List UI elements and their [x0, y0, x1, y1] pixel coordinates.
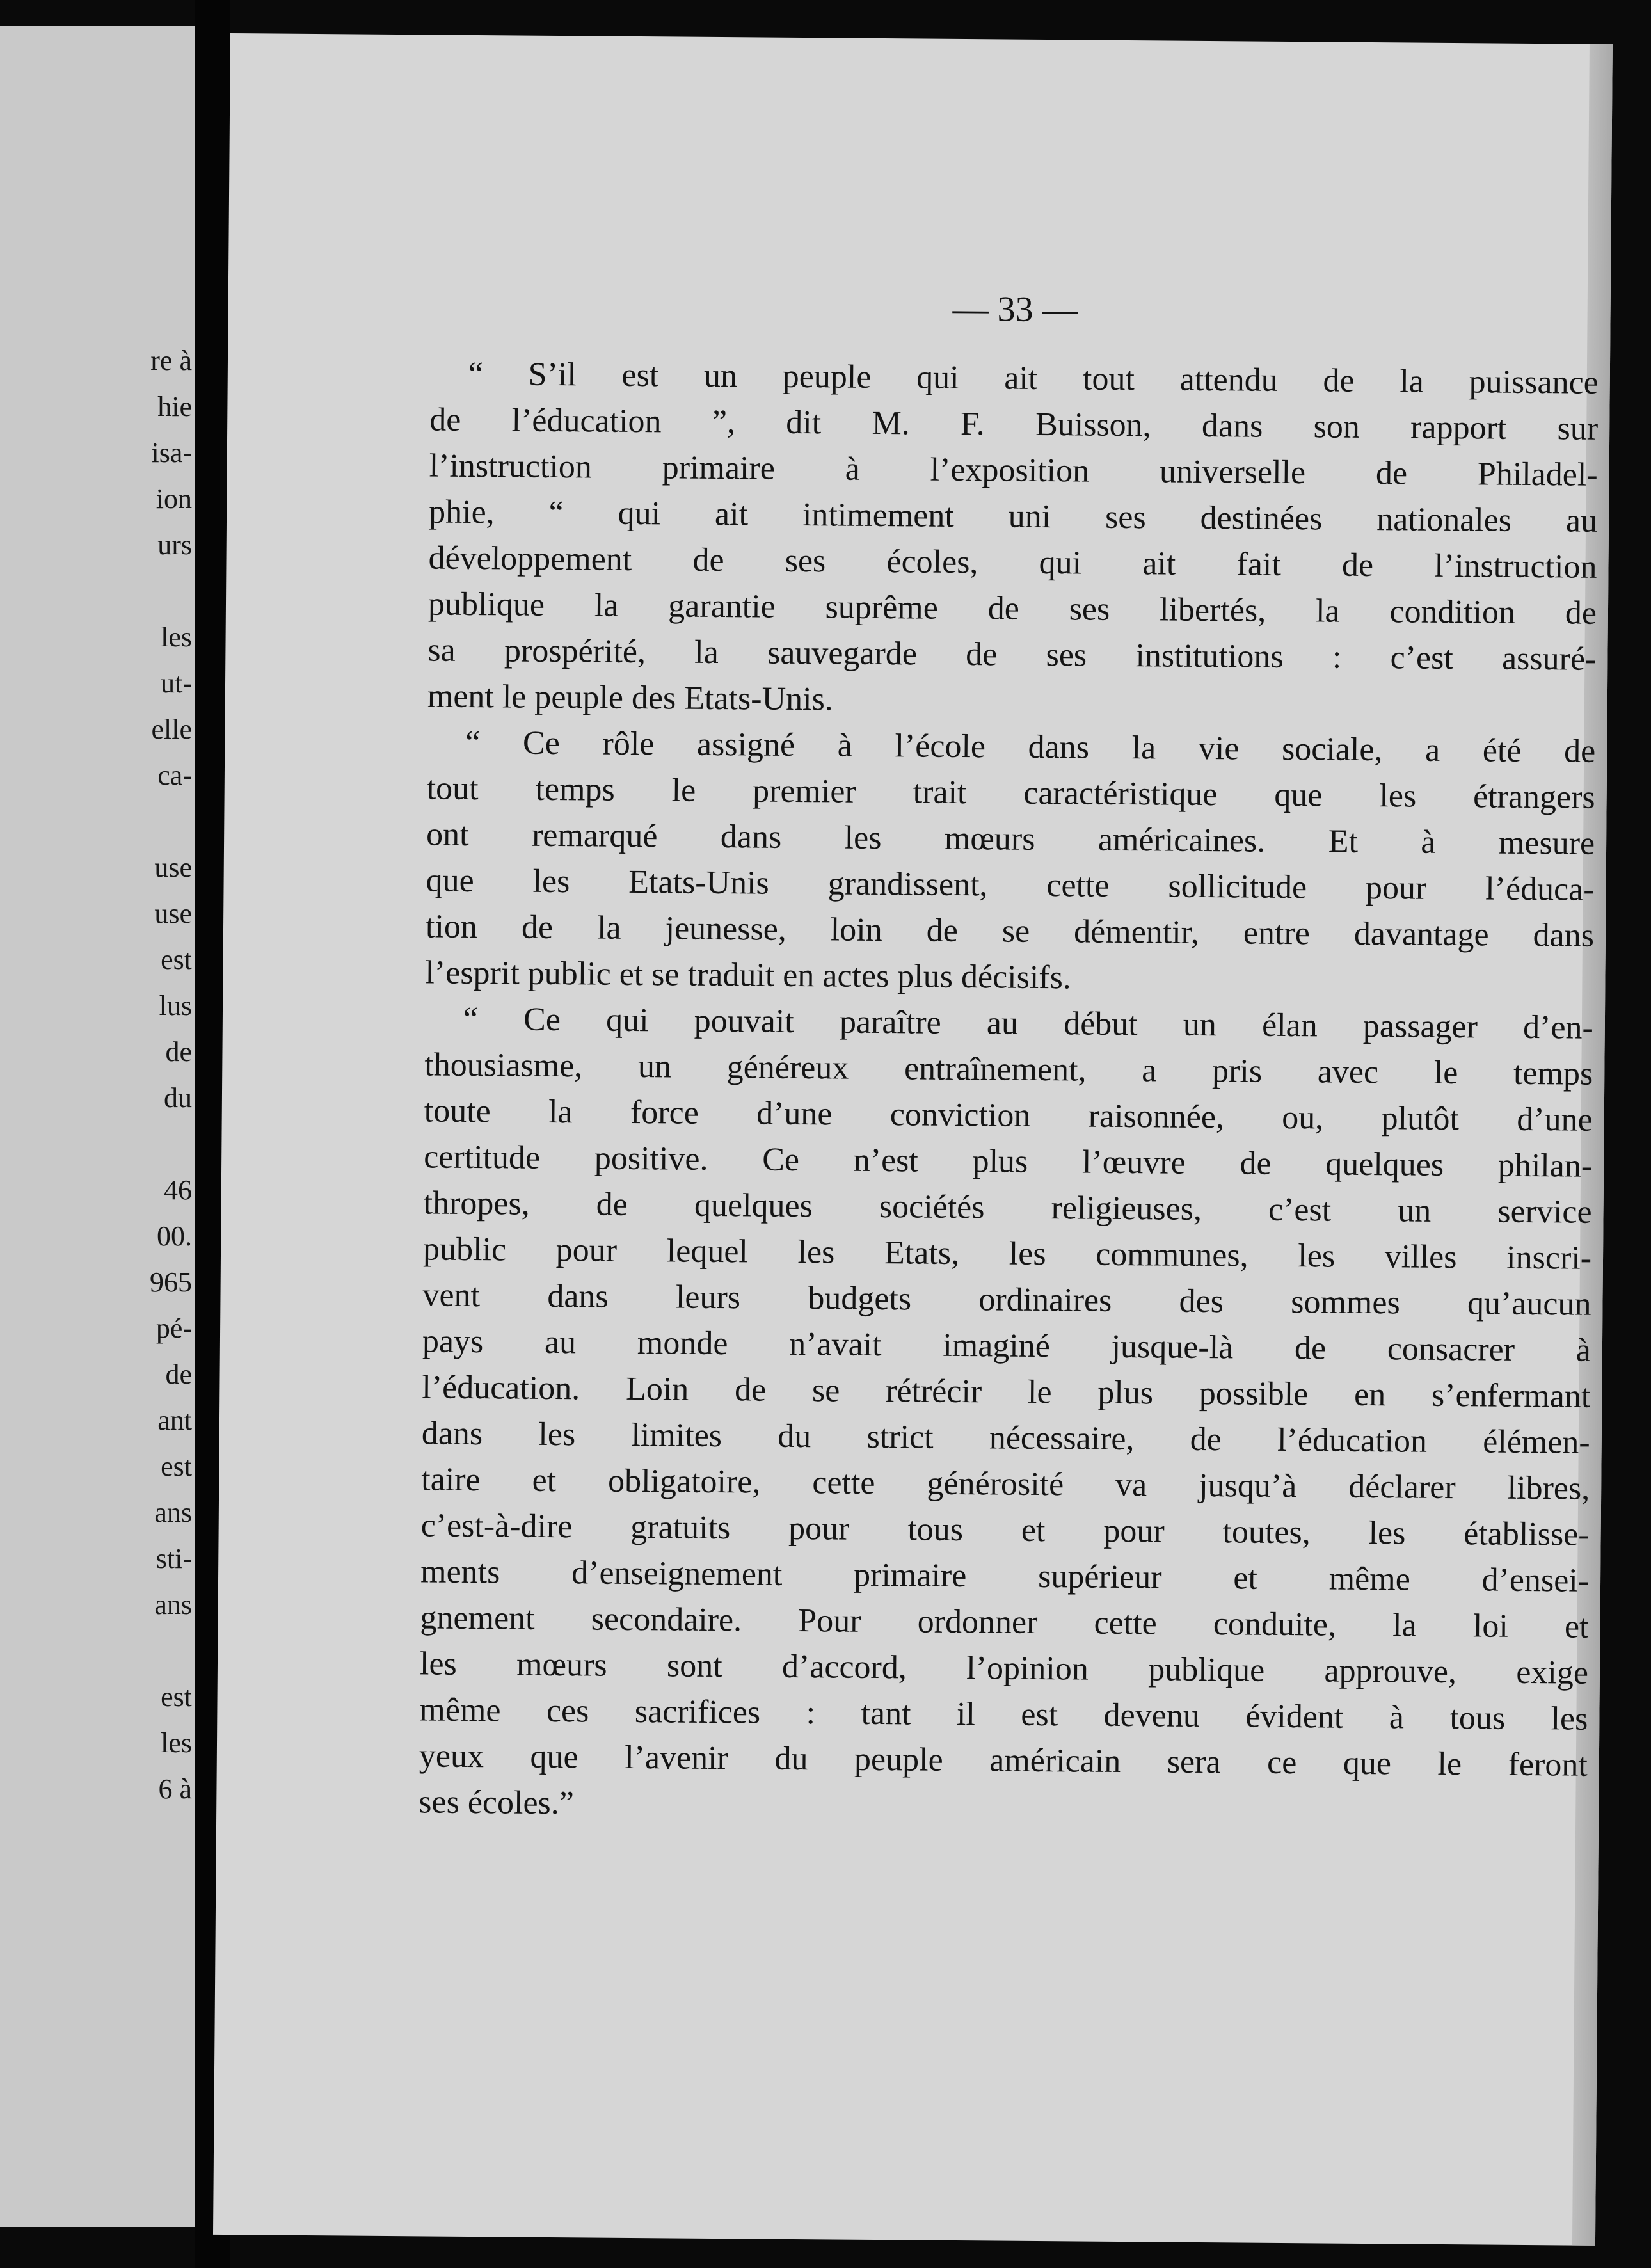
text-line: ont remarqué dans les mœurs américaines. Et à mesure	[426, 816, 1595, 862]
previous-page-line: ans	[154, 1589, 192, 1620]
previous-page-line: ca-	[157, 760, 192, 791]
previous-page-line: elle	[151, 714, 192, 745]
text-line: vent dans leurs budgets ordinaires des sommes qu’aucun	[422, 1277, 1591, 1323]
text-line: l’instruction primaire à l’exposition universelle de Philadel-	[429, 447, 1598, 493]
previous-page-line: use	[154, 898, 192, 929]
previous-page-line: 965	[150, 1266, 192, 1298]
previous-page-line: 00.	[157, 1220, 192, 1252]
text-line: ments d’enseignement primaire supérieur et même d’ensei-	[420, 1553, 1590, 1599]
previous-page-line: 46	[164, 1174, 192, 1206]
previous-page-line: pé-	[156, 1313, 192, 1344]
text-line: tion de la jeunesse, loin de se démentir, entre davantage dans	[425, 908, 1595, 954]
book-page	[213, 33, 1613, 2246]
text-line: “ S’il est un peuple qui ait tout attendu de la puissance	[468, 355, 1599, 401]
previous-page-line: sti-	[156, 1543, 192, 1574]
text-line: ment le peuple des Etats-Unis.	[427, 678, 834, 718]
text-line: l’esprit public et se traduit en actes plus décisifs.	[425, 954, 1072, 996]
text-line: même ces sacrifices : tant il est devenu évident à tous les	[419, 1691, 1588, 1737]
text-line: développement de ses écoles, qui ait fait de l’instruction	[428, 539, 1597, 586]
previous-page-line: est	[161, 1681, 192, 1713]
text-line: pays au monde n’avait imaginé jusque-là de consacrer à	[422, 1323, 1591, 1369]
previous-page-line: de	[165, 1359, 192, 1390]
text-line: toute la force d’une conviction raisonnée, ou, plutôt d’une	[424, 1092, 1593, 1138]
text-line: phie, “ qui ait intimement uni ses destinées nationales au	[428, 493, 1598, 539]
previous-page-line: les	[161, 621, 192, 653]
previous-page-line: ant	[157, 1405, 192, 1436]
previous-page-line: de	[165, 1036, 192, 1067]
text-line: c’est-à-dire gratuits pour tous et pour toutes, les établisse-	[420, 1507, 1590, 1553]
text-line: thousiasme, un généreux entraînement, a pris avec le temps	[424, 1046, 1593, 1092]
previous-page-line: isa-	[151, 437, 192, 468]
previous-page-line: 6 à	[158, 1773, 192, 1805]
previous-page-line: lus	[159, 990, 192, 1021]
text-line: l’éducation. Loin de se rétrécir le plus possible en s’enfermant	[422, 1369, 1591, 1415]
text-line: de l’éducation ”, dit M. F. Buisson, dans son rapport sur	[429, 401, 1599, 447]
text-line: tout temps le premier trait caractéristique que les étrangers	[426, 770, 1595, 816]
text-line: que les Etats-Unis grandissent, cette sollicitude pour l’éduca-	[426, 862, 1595, 908]
previous-page-line: ut-	[161, 667, 192, 699]
previous-page-line: ion	[156, 483, 192, 515]
text-line: “ Ce qui pouvait paraître au début un élan passager d’en-	[463, 1000, 1594, 1046]
text-line: yeux que l’avenir du peuple américain sera ce que le feront	[419, 1737, 1588, 1784]
text-line: gnement secondaire. Pour ordonner cette conduite, la loi et	[420, 1599, 1589, 1645]
previous-page-line: use	[154, 852, 192, 883]
previous-page-line: du	[164, 1082, 192, 1114]
previous-page-line: re à	[150, 345, 192, 376]
text-line: ses écoles.”	[419, 1784, 575, 1822]
previous-page-line: urs	[157, 529, 192, 561]
text-line: les mœurs sont d’accord, l’opinion publique approuve, exige	[419, 1645, 1589, 1691]
text-line: publique la garantie suprême de ses libertés, la condition de	[427, 586, 1597, 632]
previous-page-line: hie	[157, 391, 192, 422]
text-line: “ Ce rôle assigné à l’école dans la vie sociale, a été de	[465, 724, 1596, 770]
text-line: thropes, de quelques sociétés religieuses, c’est un service	[423, 1185, 1592, 1231]
previous-page-fragment	[0, 26, 195, 2227]
page-number: — 33 —	[952, 289, 1078, 330]
text-line: dans les limites du strict nécessaire, de l’éducation élémen-	[421, 1415, 1590, 1461]
text-line: public pour lequel les Etats, les communes, les villes inscri-	[422, 1231, 1592, 1277]
previous-page-line: est	[161, 1451, 192, 1482]
previous-page-line: les	[161, 1727, 192, 1759]
previous-page-line: ans	[154, 1497, 192, 1528]
text-line: sa prospérité, la sauvegarde de ses institutions : c’est assuré-	[427, 632, 1597, 678]
previous-page-line: est	[161, 944, 192, 975]
text-line: taire et obligatoire, cette générosité va jusqu’à déclarer libres,	[421, 1461, 1590, 1507]
text-line: certitude positive. Ce n’est plus l’œuvre de quelques philan-	[423, 1138, 1593, 1185]
